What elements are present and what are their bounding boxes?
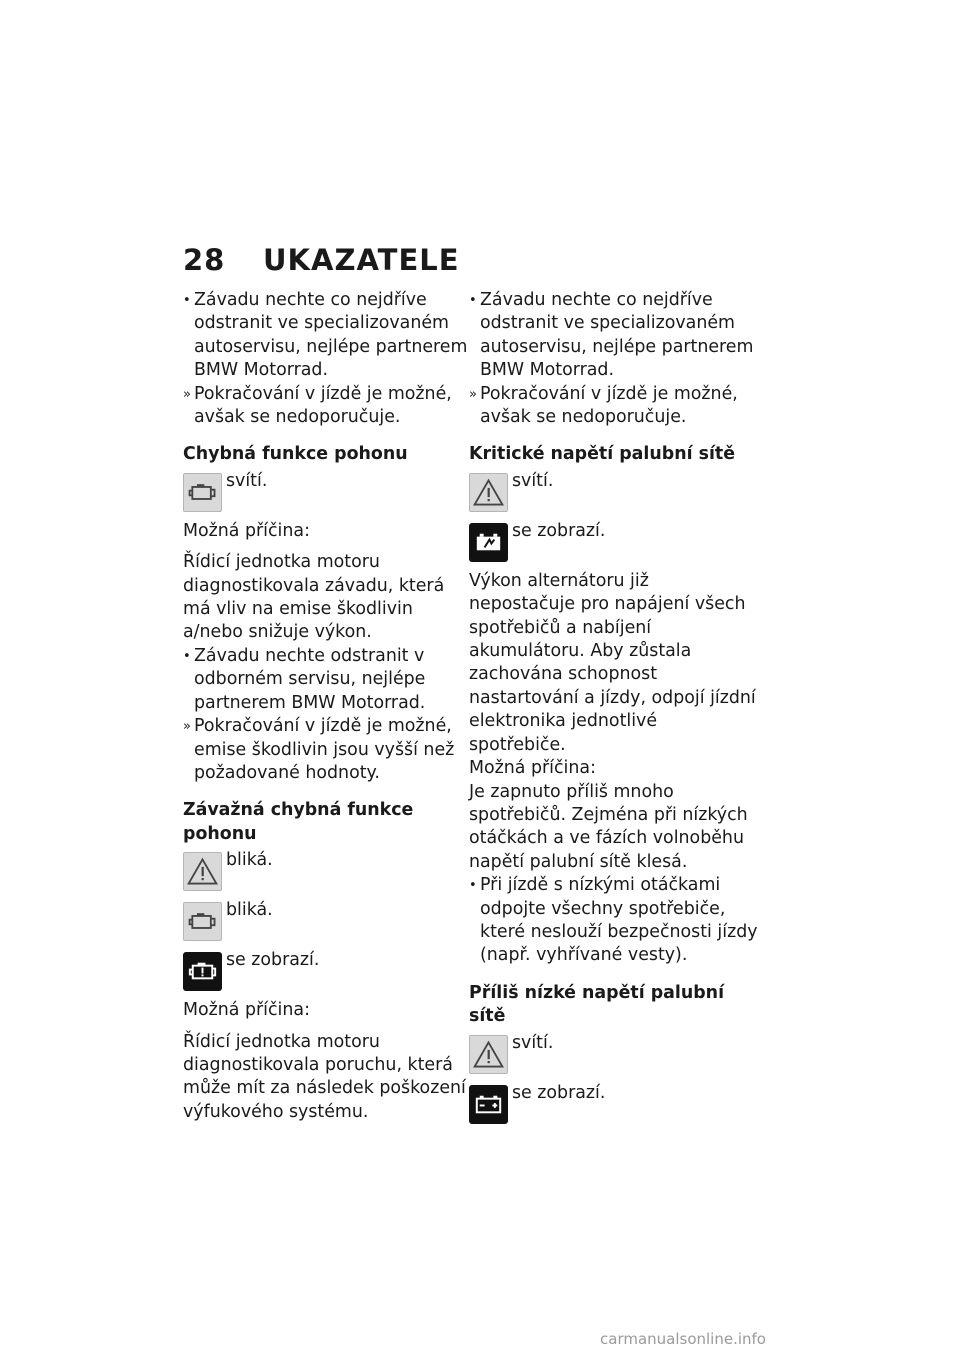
page-number: 28 (183, 243, 226, 277)
engine-icon (183, 902, 222, 941)
bullet-mark: • (183, 293, 191, 308)
warning-triangle-icon (469, 473, 508, 512)
cause-label: Možná příčina: (469, 758, 596, 779)
cause-text: Řídicí jednotka motoru diagnostikovala poruchu, která může mít za následek poškození výfukového systému. (183, 1031, 466, 1122)
indicator-row (469, 520, 759, 562)
indicator-state: se zobrazí. (512, 1082, 606, 1103)
section-heading: Kritické napětí palubní sítě (469, 444, 736, 465)
indicator-state: bliká. (226, 850, 273, 871)
page-title: UKAZATELE (263, 243, 460, 277)
section-heading: Příliš nízké napětí palubní sítě (469, 982, 725, 1027)
section-heading: Chybná funkce pohonu (183, 444, 408, 465)
page-header (183, 243, 460, 277)
list-item (469, 383, 759, 430)
engine-icon (183, 473, 222, 512)
result-mark: » (183, 386, 191, 402)
list-item-text: Závadu nechte odstranit v odborném servisu, nejlépe partnerem BMW Motorrad. (194, 645, 426, 713)
list-item (183, 715, 473, 785)
list-item-text: Závadu nechte co nejdříve odstranit ve specializovaném autoservisu, nejlépe partnerem BMW Motorrad. (480, 290, 754, 381)
cause-label: Možná příčina: (183, 520, 310, 541)
bullet-mark: • (469, 293, 477, 308)
cause-text: Je zapnuto příliš mnoho spotřebičů. Zejména při nízkých otáčkách a ve fázích volnoběhu napětí palubní sítě klesá. (469, 781, 748, 872)
bullet-mark: • (183, 648, 191, 664)
watermark: carmanualsonline.info (600, 1330, 766, 1348)
list-item (469, 289, 759, 383)
result-mark: » (469, 386, 477, 402)
indicator-row (183, 470, 473, 512)
list-item (183, 645, 473, 715)
indicator-state: svítí. (226, 470, 268, 491)
list-item-text: Závadu nechte co nejdříve odstranit ve specializovaném autoservisu, nejlépe partnerem BMW Motorrad. (194, 290, 468, 381)
list-item (469, 874, 759, 968)
cause-label: Možná příčina: (183, 1000, 310, 1021)
warning-triangle-icon (469, 1035, 508, 1074)
warning-triangle-icon (183, 852, 222, 891)
list-item-text: Při jízdě s nízkými otáčkami odpojte všechny spotřebiče, které neslouží bezpečnosti jízdy (např. vyhřívané vesty). (480, 875, 758, 966)
list-item (183, 289, 473, 383)
list-item (183, 383, 473, 430)
indicator-row (183, 899, 473, 941)
indicator-state: se zobrazí. (512, 520, 606, 541)
left-column (183, 289, 473, 1124)
indicator-state: svítí. (512, 470, 554, 491)
indicator-row (469, 1032, 759, 1074)
cause-text: Řídicí jednotka motoru diagnostikovala závadu, která má vliv na emise škodlivin a/nebo snižuje výkon. (183, 552, 445, 643)
indicator-row (469, 1082, 759, 1124)
section-heading: Závažná chybná funkce pohonu (183, 800, 414, 844)
battery-icon (469, 1085, 508, 1124)
body-text: Výkon alternátoru již nepostačuje pro napájení všech spotřebičů a nabíjení akumulátoru. Aby zůstala zachována schopnost nastartování a jízdy, odpojí jízdní elektronika jednotlivé spotřebiče. (469, 570, 756, 755)
result-mark: » (183, 719, 191, 735)
indicator-state: se zobrazí. (226, 950, 320, 971)
engine-alert-icon (183, 952, 222, 991)
indicator-row (469, 470, 759, 512)
indicator-row (183, 949, 473, 991)
indicator-state: svítí. (512, 1032, 554, 1053)
indicator-state: bliká. (226, 900, 273, 921)
indicator-row (183, 849, 473, 891)
list-item-text: Pokračování v jízdě je možné, avšak se nedoporučuje. (194, 383, 452, 428)
bullet-mark: • (469, 878, 477, 894)
list-item-text: Pokračování v jízdě je možné, emise škodlivin jsou vyšší než požadované hodnoty. (194, 716, 455, 783)
battery-alert-icon (469, 523, 508, 562)
list-item-text: Pokračování v jízdě je možné, avšak se nedoporučuje. (480, 383, 738, 428)
right-column (469, 289, 759, 1132)
